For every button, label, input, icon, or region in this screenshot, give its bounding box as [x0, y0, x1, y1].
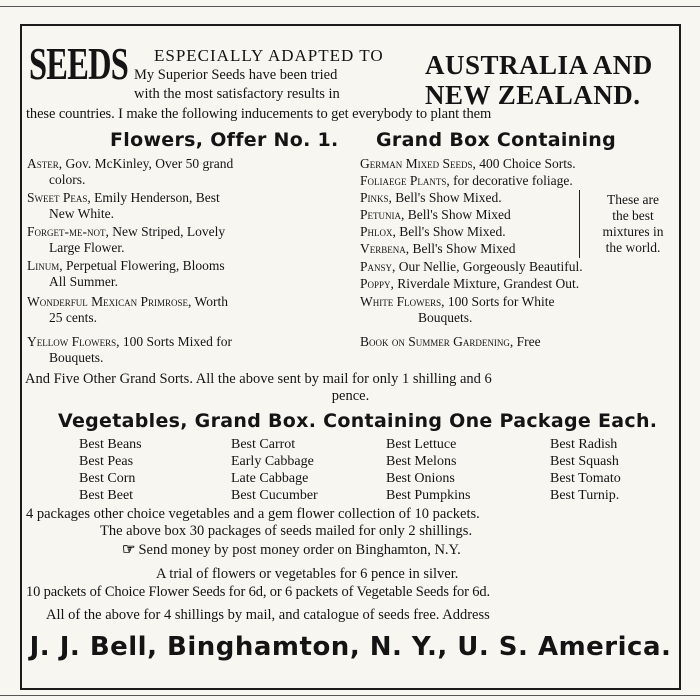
flowers-closing-2: pence.: [331, 388, 370, 404]
flowers-heading: Flowers, Offer No. 1.: [110, 129, 339, 151]
vegetables-column: Best Radish Best Squash Best Tomato Best Turnip.: [550, 437, 621, 503]
vegetables-line-2: The above box 30 packages of seeds mailed for only 2 shillings.: [100, 523, 473, 539]
grand-box-entry: Pinks, Bell's Show Mixed.: [360, 190, 502, 205]
header-line-4: these countries. I make the following inducements to get everybody to plant them: [26, 106, 492, 122]
header-new-zealand: NEW ZEALAND.: [425, 80, 641, 110]
top-rule: [0, 6, 700, 7]
flower-entry: Aster, Gov. McKinley, Over 50 grand colors.: [27, 156, 234, 187]
advertiser-address: J. J. Bell, Binghamton, N. Y., U. S. America.: [29, 632, 672, 662]
grand-box-entry: Petunia, Bell's Show Mixed: [360, 207, 511, 222]
flower-entry: Sweet Peas, Emily Henderson, Best New White.: [27, 190, 220, 221]
vegetables-heading: Vegetables, Grand Box. Containing One Package Each.: [58, 410, 658, 432]
grand-box-entry: Verbena, Bell's Show Mixed: [360, 241, 516, 256]
vegetables-column: Best Lettuce Best Melons Best Onions Best Pumpkins: [386, 437, 471, 503]
header-line-2: My Superior Seeds have been tried: [134, 67, 338, 83]
vegetables-line-1: 4 packages other choice vegetables and a gem flower collection of 10 packets.: [26, 506, 480, 522]
header-australia: AUSTRALIA AND: [425, 50, 653, 80]
grand-box-entry: German Mixed Seeds, 400 Choice Sorts.: [360, 156, 576, 171]
header-line-3: with the most satisfactory results in: [134, 86, 340, 102]
bottom-rule: [0, 695, 700, 696]
offer-all: All of the above for 4 shillings by mail, and catalogue of seeds free. Address: [46, 607, 490, 623]
flower-entry: Wonderful Mexican Primrose, Worth 25 cents.: [27, 294, 228, 325]
grand-box-entry: Poppy, Riverdale Mixture, Grandest Out.: [360, 276, 580, 291]
bracket-note: These are the best mixtures in the world.: [602, 192, 664, 255]
grand-box-entry: Pansy, Our Nellie, Gorgeously Beautiful.: [360, 259, 583, 274]
flower-entry: Linum, Perpetual Flowering, Blooms All Summer.: [27, 258, 225, 289]
flower-entry: Yellow Flowers, 100 Sorts Mixed for Bouquets.: [27, 334, 232, 365]
grand-box-entry: Foliaege Plants, for decorative foliage.: [360, 173, 573, 188]
grand-box-entry: Book on Summer Gardening, Free: [360, 334, 541, 349]
grand-box-heading: Grand Box Containing: [376, 129, 617, 151]
grand-box-entry: White Flowers, 100 Sorts for White Bouquets.: [360, 294, 555, 325]
vegetables-column: Best Beans Best Peas Best Corn Best Beet: [79, 437, 142, 503]
header-title: ESPECIALLY ADAPTED TO: [154, 46, 384, 65]
offer-trial: A trial of flowers or vegetables for 6 pence in silver.: [156, 566, 459, 582]
pointing-hand-icon: ☞: [122, 542, 136, 558]
grand-box-entry: Phlox, Bell's Show Mixed.: [360, 224, 506, 239]
advertisement: [20, 24, 681, 690]
seeds-headline: SEEDS: [29, 39, 129, 89]
vegetables-column: Best Carrot Early Cabbage Late Cabbage Best Cucumber: [231, 437, 318, 503]
flowers-closing: And Five Other Grand Sorts. All the above sent by mail for only 1 shilling and 6: [25, 371, 492, 387]
bracket-line: [579, 190, 580, 258]
offer-packets: 10 packets of Choice Flower Seeds for 6d, or 6 packets of Vegetable Seeds for 6d.: [26, 584, 490, 600]
vegetables-line-3: ☞ Send money by post money order on Binghamton, N.Y.: [122, 542, 461, 558]
flower-entry: Forget-me-not, New Striped, Lovely Large Flower.: [27, 224, 226, 255]
